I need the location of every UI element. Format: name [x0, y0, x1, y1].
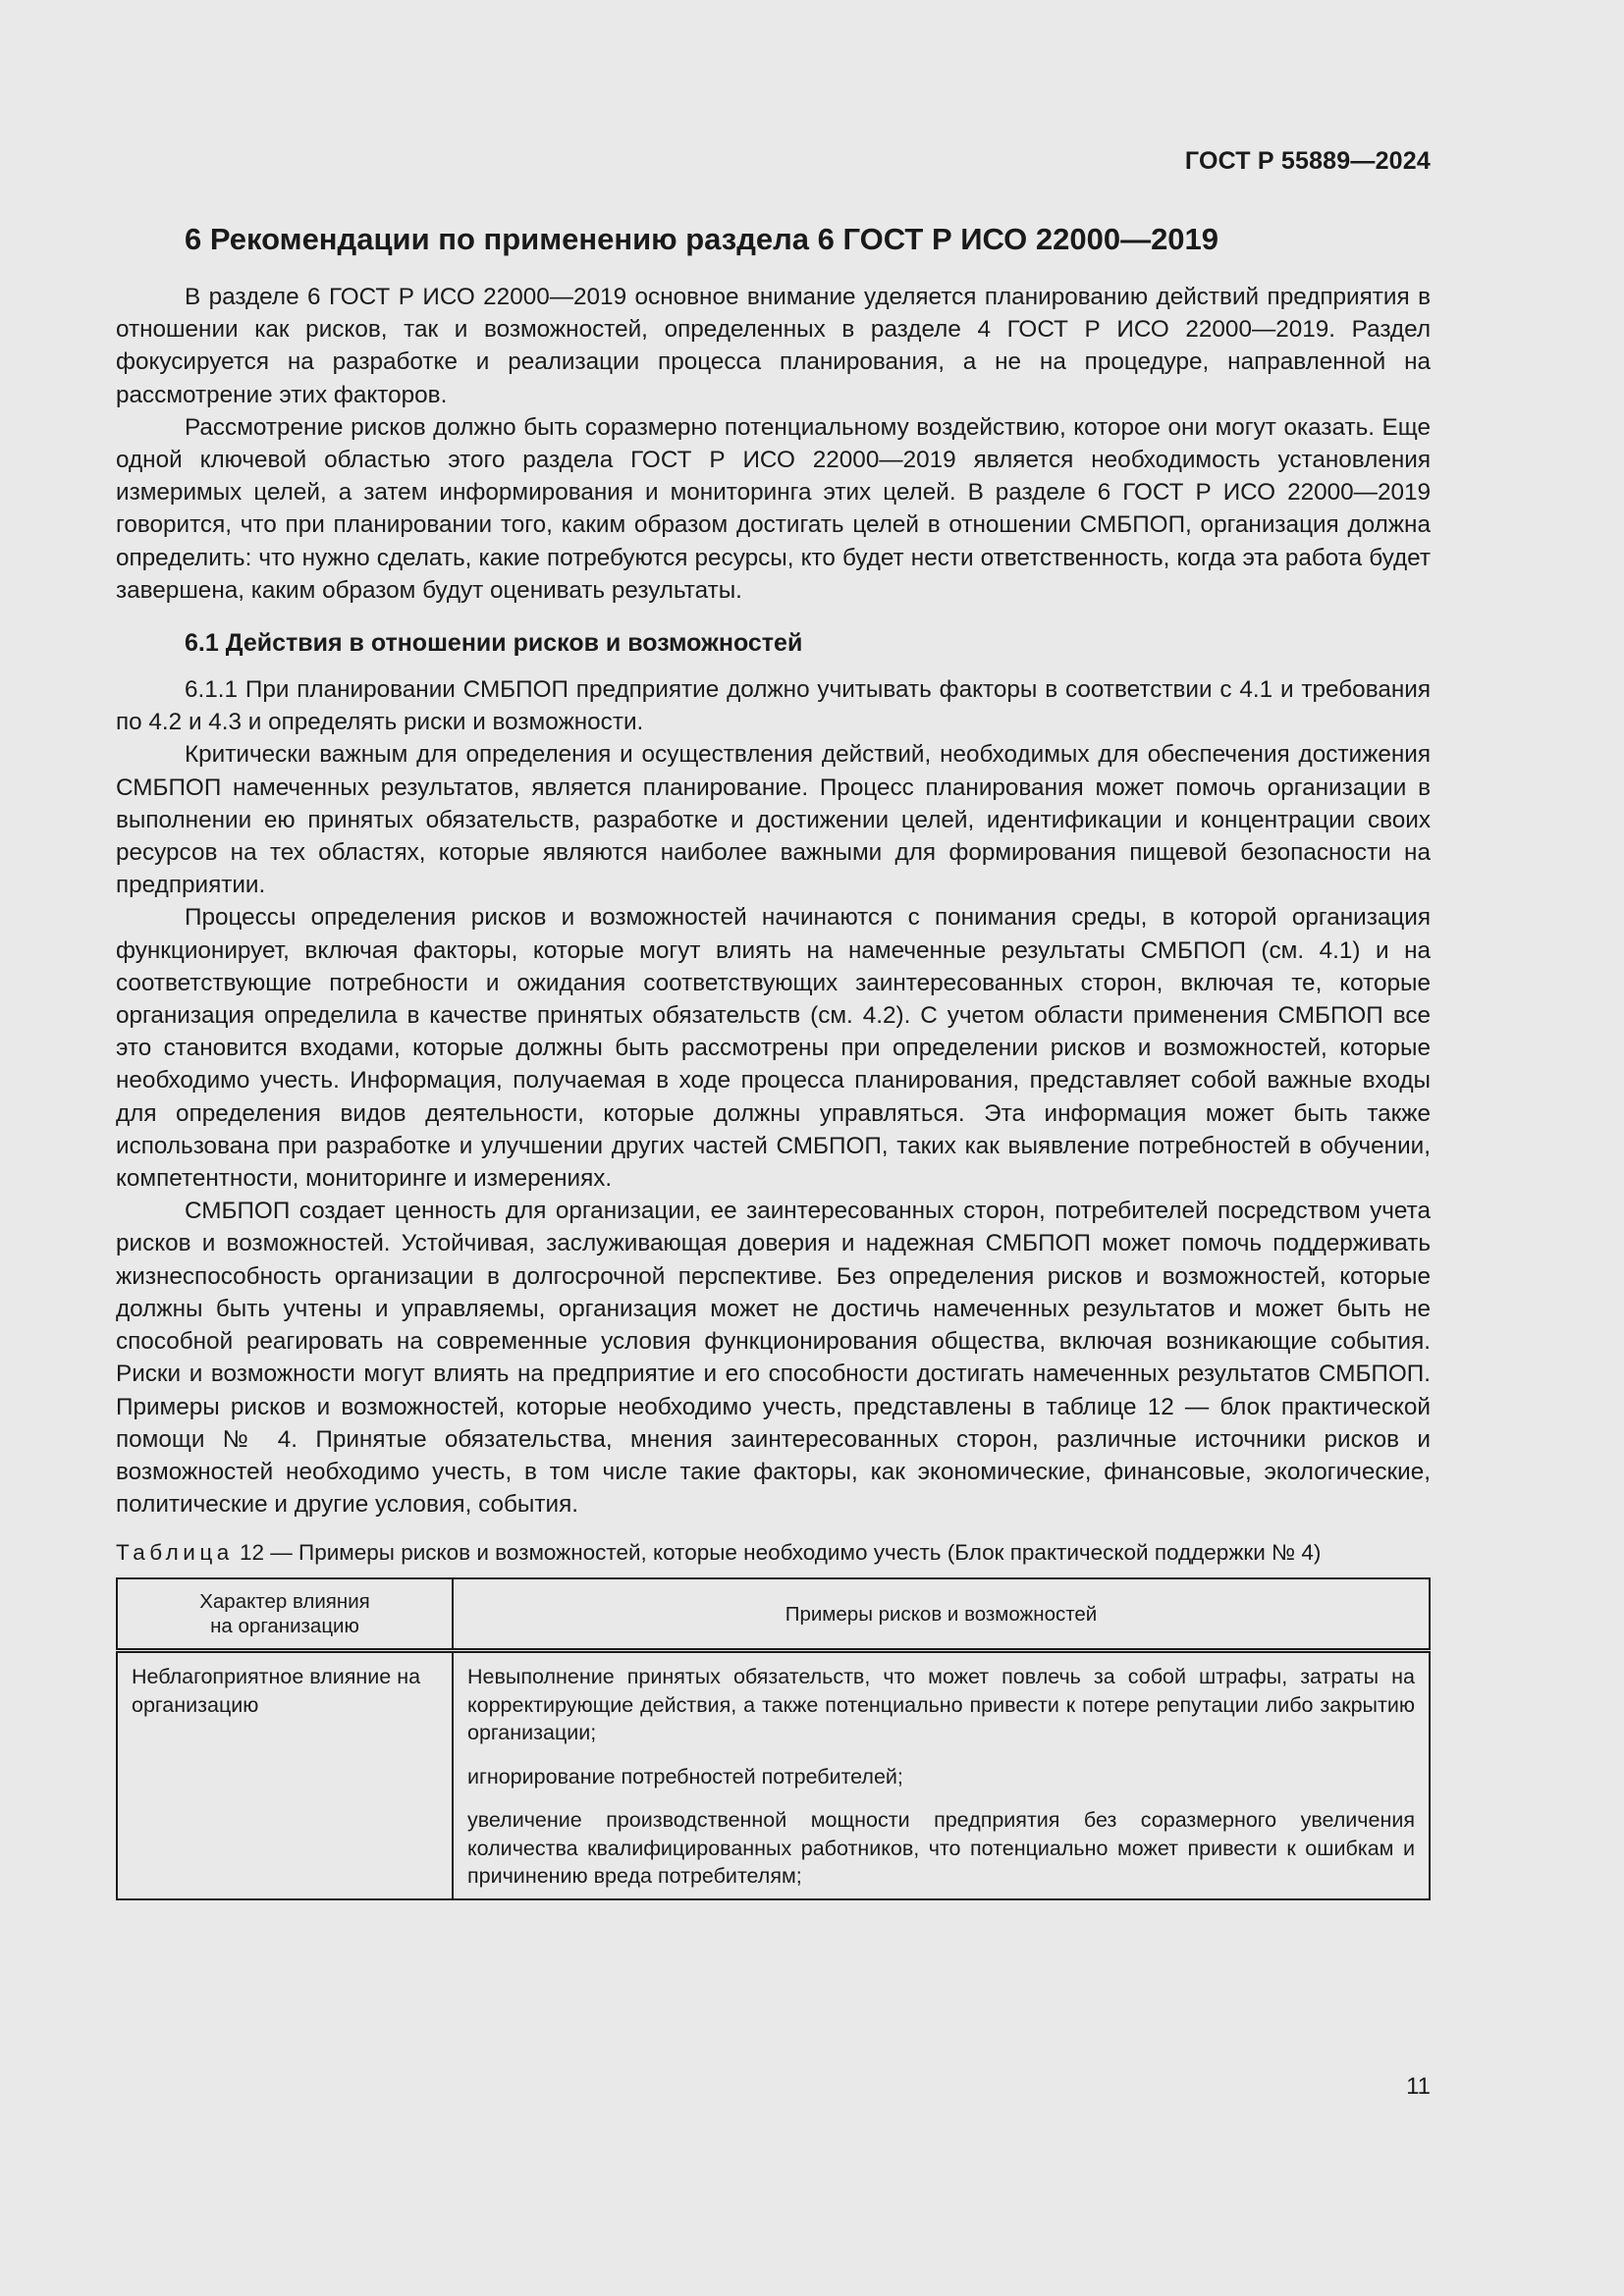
example-item: увеличение производственной мощности предприятия без соразмерного увеличения количества квалифицированных работников, что потенциально может привести к ошибкам и причинению вреда потребителям;: [467, 1808, 1415, 1889]
table-header-row: [117, 1578, 1430, 1651]
table-caption-text: 12 — Примеры рисков и возможностей, которые необходимо учесть (Блок практической поддержки № 4): [240, 1540, 1322, 1566]
section-title: 6 Рекомендации по применению раздела 6 ГОСТ Р ИСО 22000—2019: [185, 222, 1219, 256]
paragraph: В разделе 6 ГОСТ Р ИСО 22000—2019 основное внимание уделяется планированию действий предприятия в отношении как рисков, так и возможностей, определенных в разделе 4 ГОСТ Р ИСО 22000—2019. Раздел фокусируется на разработке и реализации процесса планирования, а не на процедуре, направленной на рассмотрение этих факторов.: [116, 284, 1431, 408]
paragraph: 6.1.1 При планировании СМБПОП предприятие должно учитывать факторы в соответствии с 4.1 и требования по 4.2 и 4.3 и определять риски и возможности.: [116, 676, 1431, 736]
risks-opportunities-table: [116, 1577, 1431, 1900]
example-item: игнорирование потребностей потребителей;: [467, 1764, 903, 1789]
example-item: Невыполнение принятых обязательств, что может повлечь за собой штрафы, затраты на корректирующие действия, а также потенциально привести к потере репутации либо закрытию организации;: [467, 1665, 1415, 1745]
paragraph: Критически важным для определения и осуществления действий, необходимых для обеспечения достижения СМБПОП намеченных результатов, является планирование. Процесс планирования может помочь организации в выполнении ею принятых обязательств, разработке и достижении целей, идентификации и концентрации своих ресурсов на тех областях, которые являются наиболее важными для формирования пищевой безопасности на предприятии.: [116, 741, 1431, 899]
table-caption: [116, 1538, 1431, 1568]
table-cell-examples: [453, 1651, 1430, 1899]
paragraph: Рассмотрение рисков должно быть соразмерно потенциальному воздействию, которое они могут оказать. Еще одной ключевой областью этого раздела ГОСТ Р ИСО 22000—2019 является необходимость установления измеримых целей, а затем информирования и мониторинга этих целей. В разделе 6 ГОСТ Р ИСО 22000—2019 говорится, что при планировании того, каким образом достигать целей в отношении СМБПОП, организация должна определить: что нужно сделать, какие потребуются ресурсы, кто будет нести ответственность, когда эта работа будет завершена, каким образом будут оценивать результаты.: [116, 413, 1431, 604]
page-content: [116, 220, 1431, 1900]
paragraph: СМБПОП создает ценность для организации, ее заинтересованных сторон, потребителей посредством учета рисков и возможностей. Устойчивая, заслуживающая доверия и надежная СМБПОП может помочь поддерживать жизнеспособность организации в долгосрочной перспективе. Без определения рисков и возможностей, которые должны быть учтены и управляемы, организация может не достичь намеченных результатов и может быть не способной реагировать на современные условия функционирования общества, включая возникающие события. Риски и возможности могут влиять на предприятие и его способности достигать намеченных результатов СМБПОП. Примеры рисков и возможностей, которые необходимо учесть, представлены в таблице 12 — блок практической помощи № 4. Принятые обязательства, мнения заинтересованных сторон, различные источники рисков и возможностей необходимо учесть, в том числе такие факторы, как экономические, финансовые, экологические, политические и другие условия, события.: [116, 1198, 1431, 1519]
subsection-title: 6.1 Действия в отношении рисков и возможностей: [185, 629, 803, 658]
table-row: [117, 1651, 1430, 1899]
table-caption-label: Таблица: [116, 1540, 234, 1566]
page-number: 11: [1406, 2073, 1431, 2100]
paragraph: Процессы определения рисков и возможностей начинаются с понимания среды, в которой организация функционирует, включая факторы, которые могут влиять на намеченные результаты СМБПОП (см. 4.1) и на соответствующие потребности и ожидания соответствующих заинтересованных сторон, включая те, которые организация определила в качестве принятых обязательств (см. 4.2). С учетом области применения СМБПОП все это становится входами, которые должны быть рассмотрены при определении рисков и возможностей, которые необходимо учесть. Информация, получаемая в ходе процесса планирования, представляет собой важные входы для определения видов деятельности, которые должны управляться. Эта информация может быть также использована при разработке и улучшении других частей СМБПОП, таких как выявление потребностей в обучении, компетентности, мониторинге и измерениях.: [116, 904, 1431, 1193]
table-header-examples: Примеры рисков и возможностей: [453, 1578, 1430, 1651]
table-cell-impact: Неблагоприятное влияние на организацию: [117, 1651, 453, 1899]
table-header-impact: [117, 1578, 453, 1651]
table-header-impact-line1: Характер влияния: [199, 1590, 370, 1614]
table-header-impact-line2: на организацию: [210, 1615, 359, 1638]
document-code-header: ГОСТ Р 55889—2024: [1184, 147, 1431, 175]
